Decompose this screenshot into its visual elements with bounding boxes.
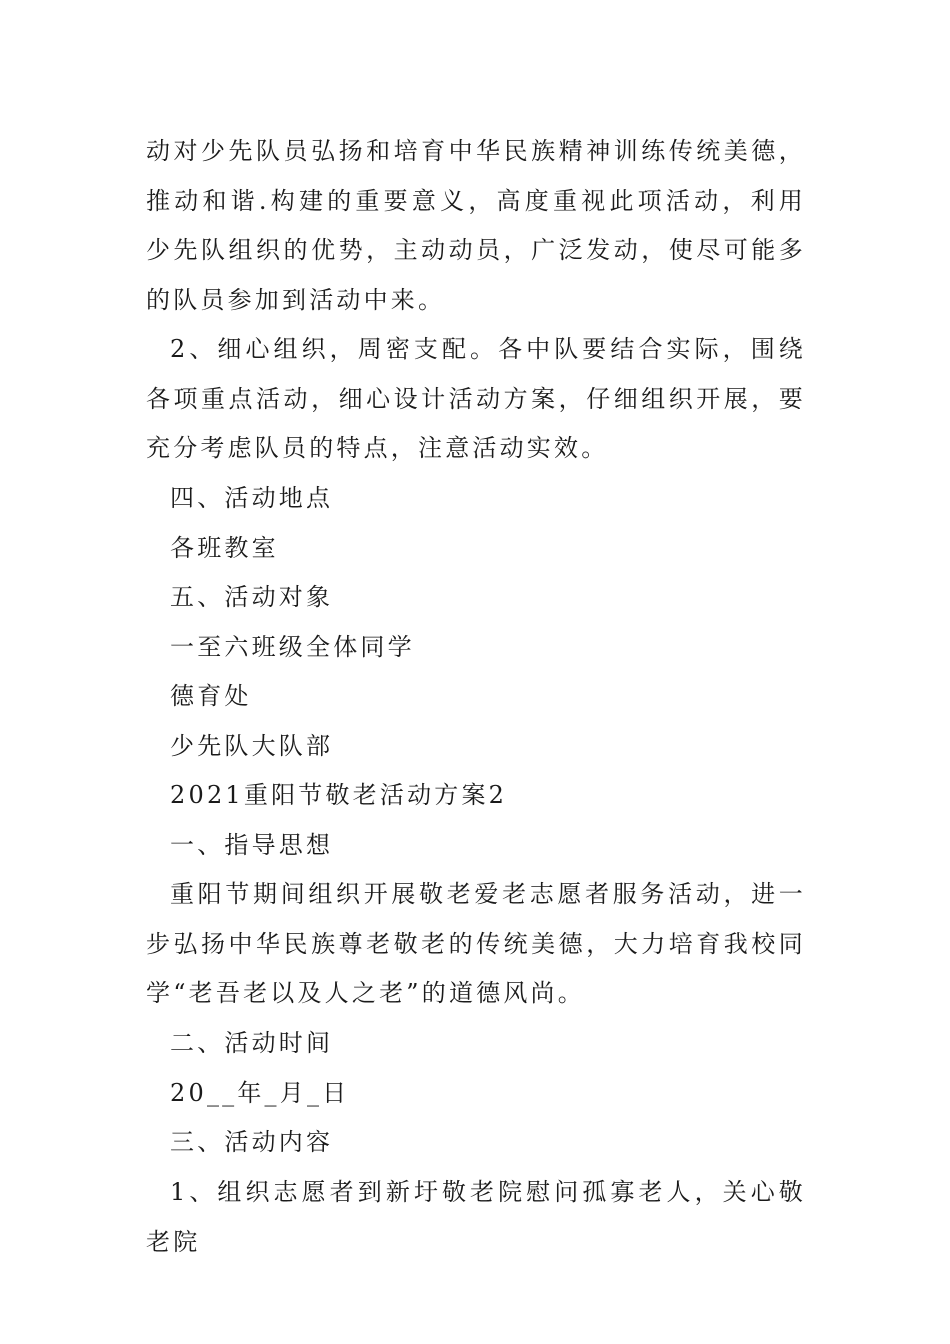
heading-activity-location: 四、活动地点	[170, 484, 334, 512]
heading-activity-target: 五、活动对象	[170, 583, 334, 611]
paragraph-content-item-1: 1、组织志愿者到新圩敬老院慰问孤寡老人，关心敬老院	[146, 1178, 806, 1256]
text-organizer-moral-office: 德育处	[170, 682, 252, 710]
heading-activity-time: 二、活动时间	[170, 1029, 334, 1057]
text-organizer-pioneers: 少先队大队部	[170, 732, 334, 760]
document-subtitle: 2021重阳节敬老活动方案2	[170, 781, 508, 809]
heading-activity-content: 三、活动内容	[170, 1128, 334, 1156]
text-target-value: 一至六班级全体同学	[170, 633, 415, 661]
paragraph-organization: 2、细心组织，周密支配。各中队要结合实际，围绕各项重点活动，细心设计活动方案，仔细组织开展，要充分考虑队员的特点，注意活动实效。	[146, 335, 806, 462]
paragraph-guiding-thought: 重阳节期间组织开展敬老爱老志愿者服务活动，进一步弘扬中华民族尊老敬老的传统美德，大力培育我校同学“老吾老以及人之老”的道德风尚。	[146, 880, 806, 1007]
text-location-value: 各班教室	[170, 534, 279, 562]
heading-guiding-thought: 一、指导思想	[170, 831, 334, 859]
paragraph-significance: 动对少先队员弘扬和培育中华民族精神训练传统美德，推动和谐.构建的重要意义，高度重视此项活动，利用少先队组织的优势，主动动员，广泛发动，使尽可能多的队员参加到活动中来。	[146, 137, 806, 314]
text-activity-date: 20__年_月_日	[170, 1079, 350, 1107]
